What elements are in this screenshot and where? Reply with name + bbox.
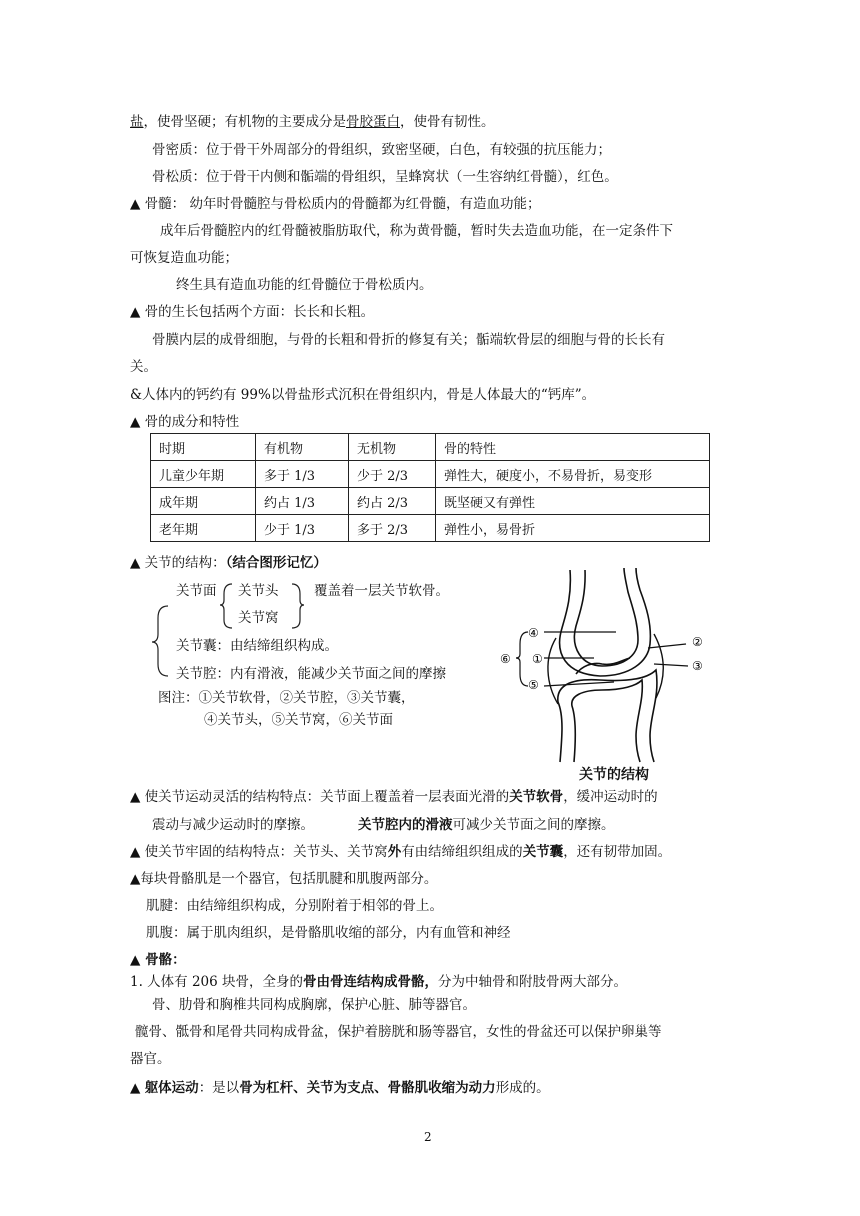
table-cell: 弹性小，易骨折 [436, 515, 710, 542]
underlined-term: 盐 [130, 114, 144, 130]
table-cell: 多于 2/3 [349, 515, 436, 542]
table-cell: 约占 1/3 [256, 488, 349, 515]
knee-joint-diagram [490, 566, 720, 766]
table-cell: 既坚硬又有弹性 [436, 488, 710, 515]
table-header-cell: 有机物 [256, 434, 349, 461]
text-line: 成年后骨髓腔内的红骨髓被脂肪取代，称为黄骨髓，暂时失去造血功能，在一定条件下 [160, 223, 673, 239]
page-number: 2 [424, 1130, 432, 1144]
text-line: ▲ 骨髓： 幼年时骨髓腔与骨松质内的骨髓都为红骨髓，有造血功能； [130, 196, 541, 212]
joint-surface-label: 关节面 [176, 583, 217, 599]
figure-legend: 图注：①关节软骨，②关节腔，③关节囊， [158, 690, 415, 706]
table-cell: 弹性大，硬度小，不易骨折，易变形 [436, 461, 710, 488]
underlined-term: 骨胶蛋白 [346, 114, 400, 130]
joint-cover-text: 覆盖着一层关节软骨。 [314, 583, 449, 599]
text-line: ▲ 躯体运动：是以骨为杠杆、关节为支点、骨骼肌收缩为动力形成的。 [130, 1080, 550, 1096]
figure-legend: ④关节头，⑤关节窝，⑥关节面 [204, 712, 393, 728]
text-line: 肌腱：由结缔组织构成，分别附着于相邻的骨上。 [146, 898, 443, 914]
text-line: 骨、肋骨和胸椎共同构成胸廓，保护心脏、肺等器官。 [152, 997, 476, 1013]
text-line: 髋骨、骶骨和尾骨共同构成骨盆，保护着膀胱和肠等器官，女性的骨盆还可以保护卵巢等 [135, 1024, 662, 1040]
table-cell: 成年期 [151, 488, 256, 515]
table-cell: 多于 1/3 [256, 461, 349, 488]
text-line: 关。 [130, 359, 157, 375]
text-line: 肌腹：属于肌肉组织，是骨骼肌收缩的部分，内有血管和神经 [146, 925, 511, 941]
label-5: ⑤ [528, 678, 539, 692]
section-heading: ▲ 骨骼： [130, 952, 186, 968]
table-header-cell: 无机物 [349, 434, 436, 461]
text-line: ▲ 骨的生长包括两个方面：长长和长粗。 [130, 304, 375, 320]
text-line: 盐，使骨坚硬；有机物的主要成分是骨胶蛋白，使骨有韧性。 [130, 114, 495, 130]
joint-head-label: 关节头 [238, 583, 279, 599]
table-cell: 少于 1/3 [256, 515, 349, 542]
text-line: 骨松质：位于骨干内侧和骺端的骨组织，呈蜂窝状（一生容纳红骨髓），红色。 [152, 169, 618, 185]
table-header-cell: 时期 [151, 434, 256, 461]
text-line: 器官。 [130, 1051, 171, 1067]
text-line: ▲ 使关节运动灵活的结构特点：关节面上覆盖着一层表面光滑的关节软骨，缓冲运动时的 [130, 789, 658, 805]
text-line: ▲每块骨骼肌是一个器官，包括肌腱和肌腹两部分。 [130, 871, 438, 887]
table-cell: 约占 2/3 [349, 488, 436, 515]
table-cell: 老年期 [151, 515, 256, 542]
text-line: 终生具有造血功能的红骨髓位于骨松质内。 [176, 277, 433, 293]
text-line: 骨膜内层的成骨细胞，与骨的长粗和骨折的修复有关；骺端软骨层的细胞与骨的长长有 [152, 332, 665, 348]
table-cell: 少于 2/3 [349, 461, 436, 488]
label-3: ③ [692, 659, 703, 673]
label-6: ⑥ [500, 652, 511, 666]
text-line: 骨密质：位于骨干外周部分的骨组织，致密坚硬，白色，有较强的抗压能力； [152, 142, 611, 158]
text-line: &人体内的钙约有 99%以骨盐形式沉积在骨组织内，骨是人体最大的“钙库”。 [130, 387, 596, 403]
joint-capsule-text: 关节囊：由结缔组织构成。 [176, 638, 338, 654]
label-2: ② [692, 635, 703, 649]
label-1: ① [532, 652, 543, 666]
table-header-cell: 骨的特性 [436, 434, 710, 461]
label-4: ④ [528, 626, 539, 640]
figure-caption: 关节的结构 [579, 767, 649, 783]
text-line: 可恢复造血功能； [130, 250, 238, 266]
joint-section-title: ▲ 关节的结构：（结合图形记忆） [130, 555, 327, 571]
table-cell: 儿童少年期 [151, 461, 256, 488]
text-line: 震动与减少运动时的摩擦。 关节腔内的滑液可减少关节面之间的摩擦。 [152, 817, 615, 833]
section-heading: ▲ 骨的成分和特性 [130, 414, 240, 430]
joint-socket-label: 关节窝 [238, 610, 279, 626]
text-line: 1. 人体有 206 块骨，全身的骨由骨连结构成骨骼，分为中轴骨和附肢骨两大部分。 [130, 974, 628, 990]
text-line: ▲ 使关节牢固的结构特点：关节头、关节窝外有由结缔组织组成的关节囊，还有韧带加固。 [130, 844, 672, 860]
joint-cavity-text: 关节腔：内有滑液，能减少关节面之间的摩擦 [176, 666, 446, 682]
